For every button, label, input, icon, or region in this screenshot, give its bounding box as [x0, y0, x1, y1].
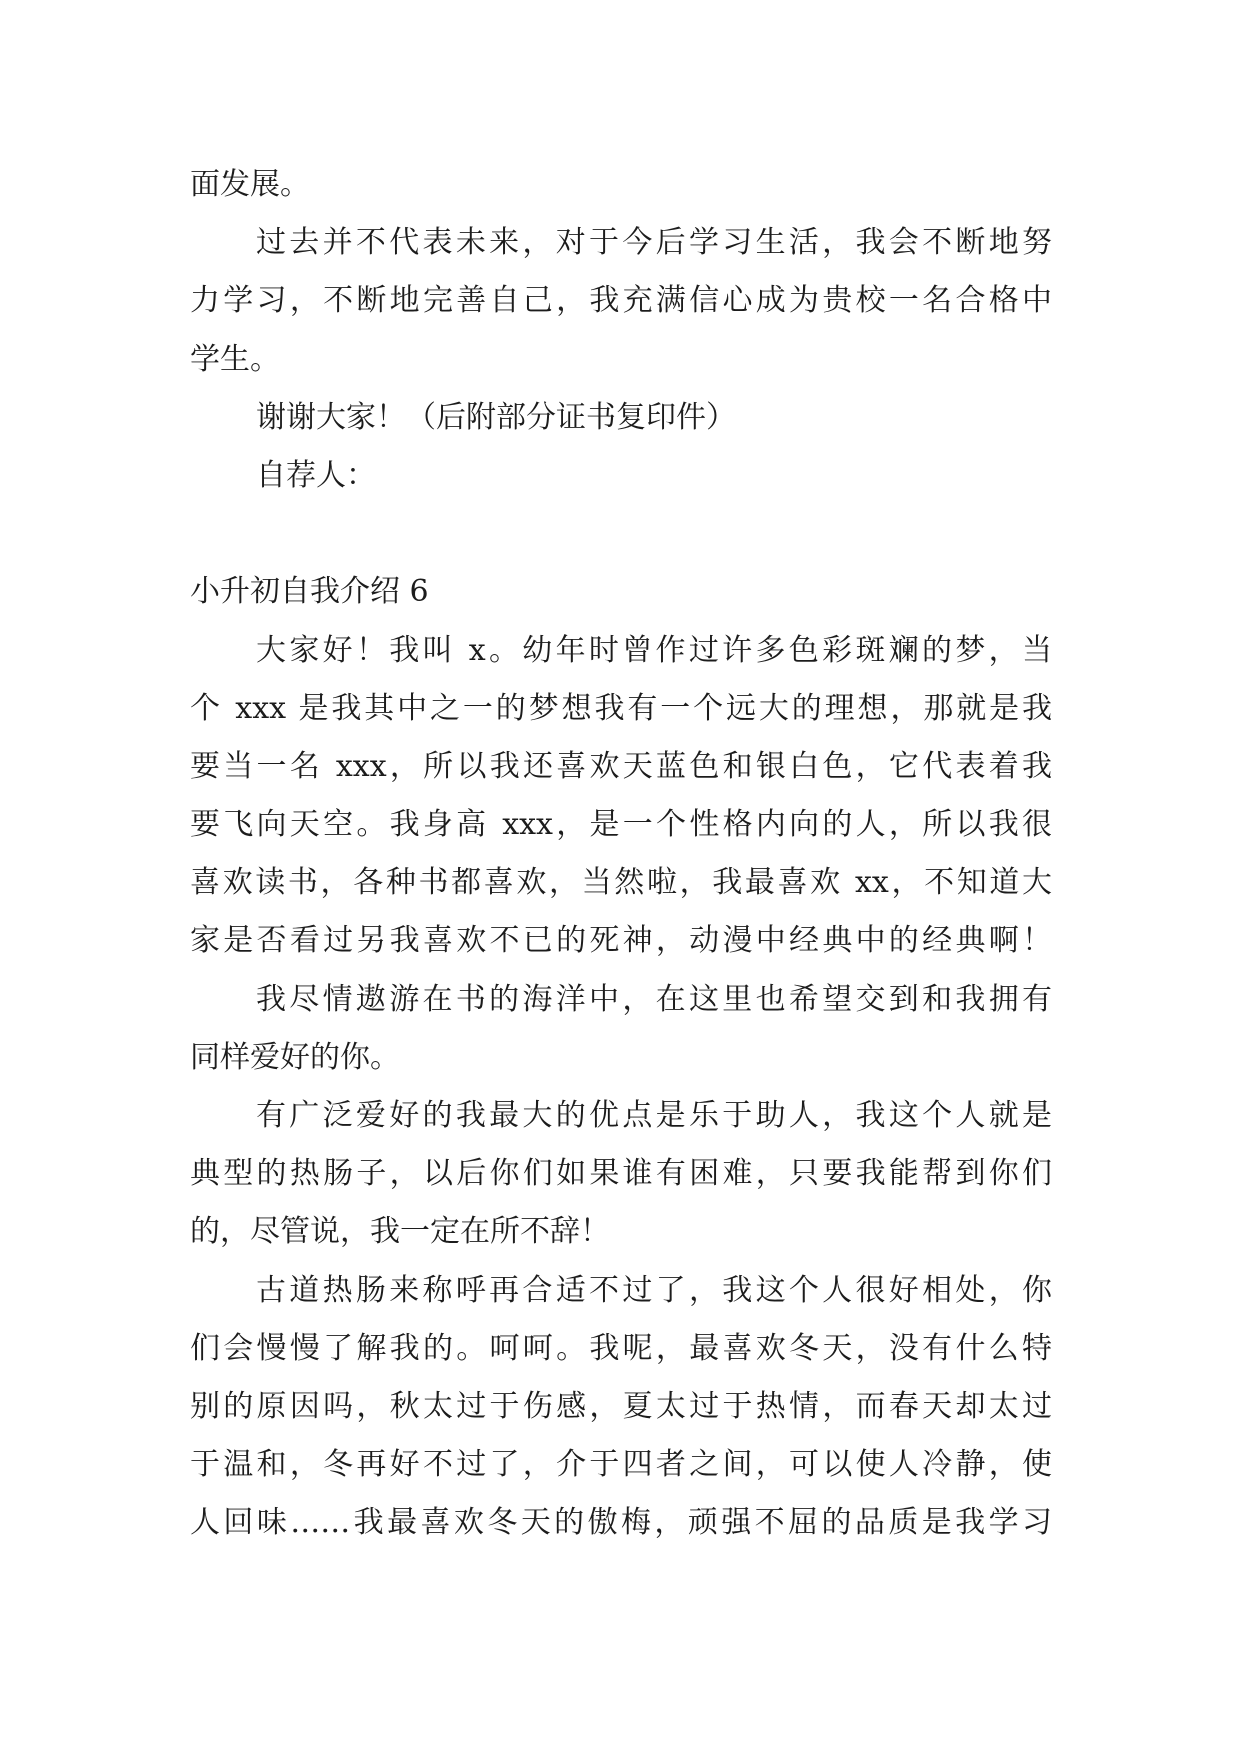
text-line: 我尽情遨游在书的海洋中，在这里也希望交到和我拥有: [256, 981, 1052, 1017]
text-line: 谢谢大家！（后附部分证书复印件）: [256, 399, 736, 435]
text-line: 的，尽管说，我一定在所不辞！: [190, 1214, 610, 1250]
text-line: 力学习，不断地完善自己，我充满信心成为贵校一名合格中: [190, 283, 1052, 319]
paragraph: [190, 622, 1052, 971]
paragraph-thanks: [190, 389, 1052, 447]
blank-line: [190, 505, 1052, 563]
paragraph: [190, 971, 1052, 1087]
section-title: 小升初自我介绍 6: [190, 574, 429, 610]
text-line: 典型的热肠子，以后你们如果谁有困难，只要我能帮到你们: [190, 1156, 1052, 1192]
text-line: 们会慢慢了解我的。呵呵。我呢，最喜欢冬天，没有什么特: [190, 1330, 1052, 1366]
text-line: 大家好！我叫 x。幼年时曾作过许多色彩斑斓的梦，当: [256, 632, 1052, 668]
text-line: 面发展。: [190, 167, 310, 202]
paragraph: [190, 1087, 1052, 1262]
text-line: 喜欢读书，各种书都喜欢，当然啦，我最喜欢 xx，不知道大: [190, 865, 1052, 901]
text-line: 个 xxx 是我其中之一的梦想我有一个远大的理想，那就是我: [190, 690, 1052, 726]
paragraph: [190, 214, 1052, 389]
text-line: 家是否看过另我喜欢不已的死神，动漫中经典中的经典啊！: [190, 923, 1052, 959]
paragraph-signature: [190, 447, 1052, 505]
text-line: 人回味……我最喜欢冬天的傲梅，顽强不屈的品质是我学习: [190, 1505, 1052, 1541]
paragraph: [190, 1262, 1052, 1553]
text-line: 古道热肠来称呼再合适不过了，我这个人很好相处，你: [256, 1272, 1052, 1308]
signature-label: 自荐人：: [256, 457, 376, 493]
text-line: 过去并不代表未来，对于今后学习生活，我会不断地努: [256, 225, 1052, 261]
text-line: 于温和，冬再好不过了，介于四者之间，可以使人冷静，使: [190, 1447, 1052, 1483]
text-line: 要飞向天空。我身高 xxx，是一个性格内向的人，所以我很: [190, 807, 1052, 843]
text-line: 学生。: [190, 341, 280, 377]
text-line: 要当一名 xxx，所以我还喜欢天蓝色和银白色，它代表着我: [190, 748, 1052, 784]
document-body: [190, 156, 1052, 1553]
text-line: 别的原因吗，秋太过于伤感，夏太过于热情，而春天却太过: [190, 1388, 1052, 1424]
text-line: 同样爱好的你。: [190, 1039, 400, 1075]
paragraph-continuation: [190, 156, 1052, 214]
text-line: 有广泛爱好的我最大的优点是乐于助人，我这个人就是: [256, 1098, 1052, 1133]
